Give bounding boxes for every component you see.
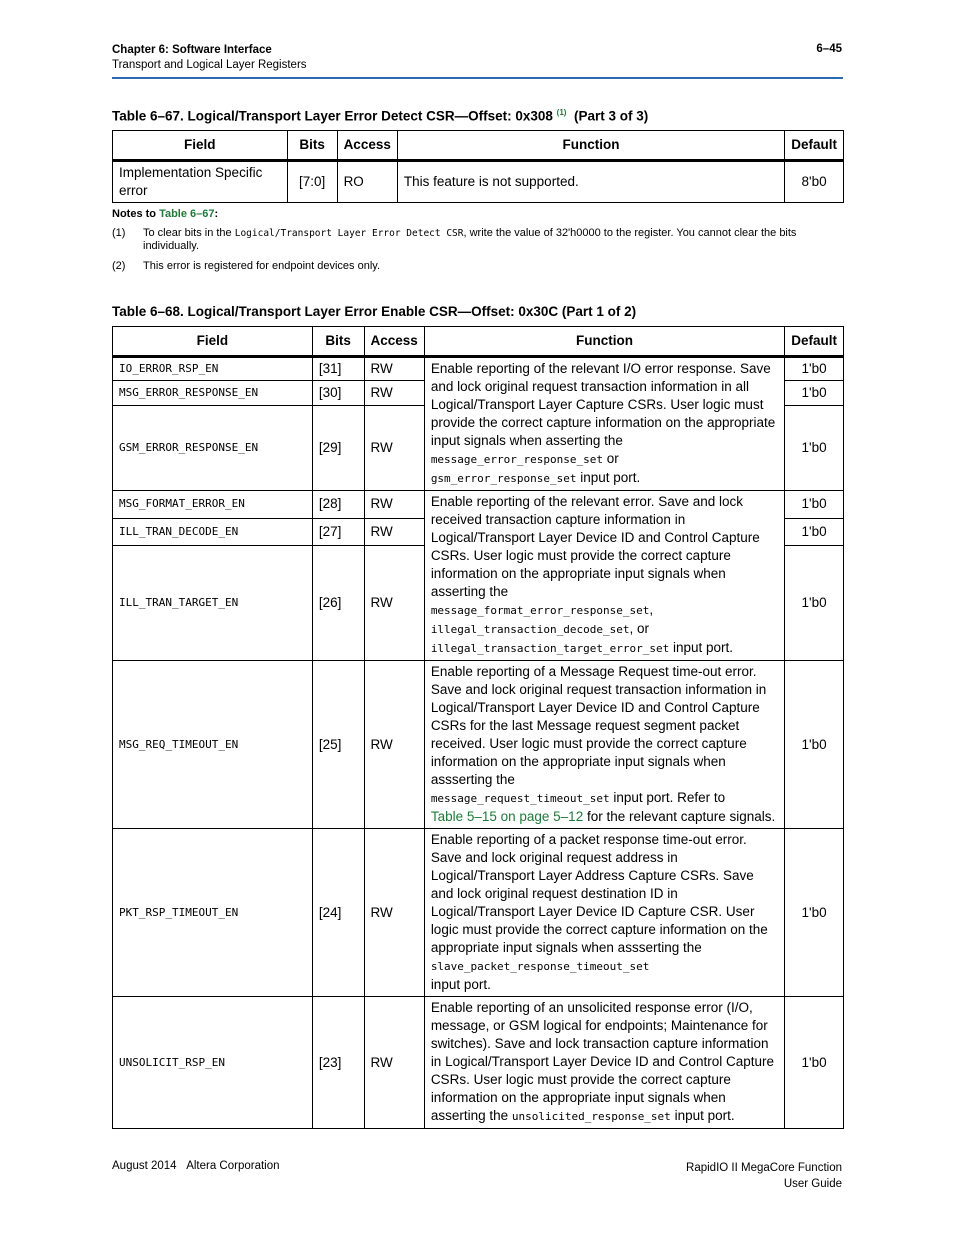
section-title: Transport and Logical Layer Registers xyxy=(112,59,307,71)
table-notes xyxy=(112,208,844,280)
table-6-68-caption: Table 6–68. Logical/Transport Layer Error Enable CSR—Offset: 0x30C (Part 1 of 2) xyxy=(112,304,637,319)
table-row xyxy=(113,997,844,1129)
note-item: (1) To clear bits in the Logical/Transport Layer Error Detect CSR, write the value of 32'h0000 to the register. You cannot clear the bits individually. xyxy=(112,227,797,252)
default-cell: 8'b0 xyxy=(785,161,844,203)
field-cell: ILL_TRAN_TARGET_EN xyxy=(113,546,313,661)
column-header: Bits xyxy=(287,131,337,161)
header-rule xyxy=(112,77,843,79)
table-6-67-caption: Table 6–67. Logical/Transport Layer Error Detect CSR—Offset: 0x308 $^{(1)}$ (Part 3 of 3) xyxy=(112,108,649,124)
column-header: Access xyxy=(337,131,397,161)
function-cell: Enable reporting of the relevant I/O error response. Save and lock original request transaction information in all Logical/Transport Layer Capture CSRs. User logic must provide the correct capture information on the appropriate input signals when asserting the message_error_response_set or gsm_error_response_set input port. xyxy=(424,357,784,491)
table-header-row xyxy=(113,131,844,161)
table-row xyxy=(113,829,844,997)
column-header: Function xyxy=(424,327,784,357)
function-cell: Enable reporting of a Message Request time-out error. Save and lock original request transaction information in Logical/Transport Layer Device ID and Control Capture CSRs for the last Message request segment packet received. User logic must provide the correct capture information on the appropriate input signals when assserting the message_request_timeout_set input port. Refer to Table 5–15 on page 5–12 for the relevant capture signals. xyxy=(424,661,784,829)
access-cell: RW xyxy=(364,381,424,405)
table-row xyxy=(113,661,844,829)
default-cell: 1'b0 xyxy=(785,546,844,661)
bits-cell: [31] xyxy=(312,357,364,381)
page-number: 6–45 xyxy=(816,43,842,55)
table-row xyxy=(113,357,844,381)
access-cell: RW xyxy=(364,546,424,661)
default-cell: 1'b0 xyxy=(785,491,844,519)
field-cell: MSG_REQ_TIMEOUT_EN xyxy=(113,661,313,829)
footer-doc: User Guide xyxy=(783,1178,842,1190)
footer-left xyxy=(112,1160,280,1172)
access-cell: RW xyxy=(364,829,424,997)
chapter-title: Chapter 6: Software Interface xyxy=(112,44,272,56)
note-item: (2) This error is registered for endpoint devices only. xyxy=(112,260,381,272)
bits-cell: [23] xyxy=(312,997,364,1129)
function-cell: This feature is not supported. xyxy=(397,161,784,203)
bits-cell: [24] xyxy=(312,829,364,997)
footnote-ref[interactable]: (1) xyxy=(556,108,567,117)
notes-heading: Notes to Table 6–67: xyxy=(112,208,219,220)
footer-date: August 2014 xyxy=(112,1160,177,1172)
bits-cell: [29] xyxy=(312,405,364,490)
column-header: Default xyxy=(785,327,844,357)
column-header: Access xyxy=(364,327,424,357)
field-cell: Implementation Specific error xyxy=(113,161,288,203)
bits-cell: [25] xyxy=(312,661,364,829)
function-cell: Enable reporting of an unsolicited response error (I/O, message, or GSM logical for endpoints; Maintenance for switches). Save and lock transaction capture information in Logical/Transport Layer Device ID and Control Capture CSRs. User logic must provide the correct capture information on the appropriate input signals when asserting the unsolicited_response_set input port. xyxy=(424,997,784,1129)
field-cell: UNSOLICIT_RSP_EN xyxy=(113,997,313,1129)
column-header: Field xyxy=(113,131,288,161)
running-header xyxy=(112,43,307,73)
default-cell: 1'b0 xyxy=(785,661,844,829)
bits-cell: [26] xyxy=(312,546,364,661)
field-cell: MSG_FORMAT_ERROR_EN xyxy=(113,491,313,519)
table-row xyxy=(113,491,844,519)
function-cell: Enable reporting of a packet response time-out error. Save and lock original request address in Logical/Transport Layer Address Capture CSRs. Save and lock original request destination ID in Logical/Transport Layer Device ID Capture CSR. User logic must provide the correct capture information on the appropriate input signals when assserting the slave_packet_response_timeout_set input port. xyxy=(424,829,784,997)
access-cell: RW xyxy=(364,661,424,829)
table-6-68 xyxy=(112,326,844,1129)
access-cell: RW xyxy=(364,357,424,381)
footer-product: RapidIO II MegaCore Function xyxy=(686,1162,842,1174)
access-cell: RO xyxy=(337,161,397,203)
field-cell: GSM_ERROR_RESPONSE_EN xyxy=(113,405,313,490)
function-cell: Enable reporting of the relevant error. Save and lock received transaction capture information in Logical/Transport Layer Device ID and Control Capture CSRs. User logic must provide the correct capture information on the appropriate input signals when asserting the message_format_error_response_set, illegal_transaction_decode_set, or illegal_transaction_target_error_set input port. xyxy=(424,491,784,661)
bits-cell: [27] xyxy=(312,518,364,546)
column-header: Function xyxy=(397,131,784,161)
default-cell: 1'b0 xyxy=(785,381,844,405)
field-cell: PKT_RSP_TIMEOUT_EN xyxy=(113,829,313,997)
column-header: Field xyxy=(113,327,313,357)
cross-reference-link[interactable]: Table 5–15 on page 5–12 xyxy=(430,809,584,824)
bits-cell: [30] xyxy=(312,381,364,405)
access-cell: RW xyxy=(364,491,424,519)
table-row xyxy=(113,161,844,203)
field-cell: ILL_TRAN_DECODE_EN xyxy=(113,518,313,546)
access-cell: RW xyxy=(364,518,424,546)
column-header: Bits xyxy=(312,327,364,357)
table-header-row xyxy=(113,327,844,357)
bits-cell: [28] xyxy=(312,491,364,519)
field-cell: IO_ERROR_RSP_EN xyxy=(113,357,313,381)
bits-cell: [7:0] xyxy=(287,161,337,203)
default-cell: 1'b0 xyxy=(785,357,844,381)
default-cell: 1'b0 xyxy=(785,829,844,997)
field-cell: MSG_ERROR_RESPONSE_EN xyxy=(113,381,313,405)
table-6-67 xyxy=(112,130,844,203)
default-cell: 1'b0 xyxy=(785,997,844,1129)
access-cell: RW xyxy=(364,405,424,490)
footer-company: Altera Corporation xyxy=(186,1160,280,1172)
default-cell: 1'b0 xyxy=(785,518,844,546)
table-link[interactable]: Table 6–67 xyxy=(159,208,215,220)
column-header: Default xyxy=(785,131,844,161)
default-cell: 1'b0 xyxy=(785,405,844,490)
footer-right xyxy=(686,1160,842,1192)
access-cell: RW xyxy=(364,997,424,1129)
